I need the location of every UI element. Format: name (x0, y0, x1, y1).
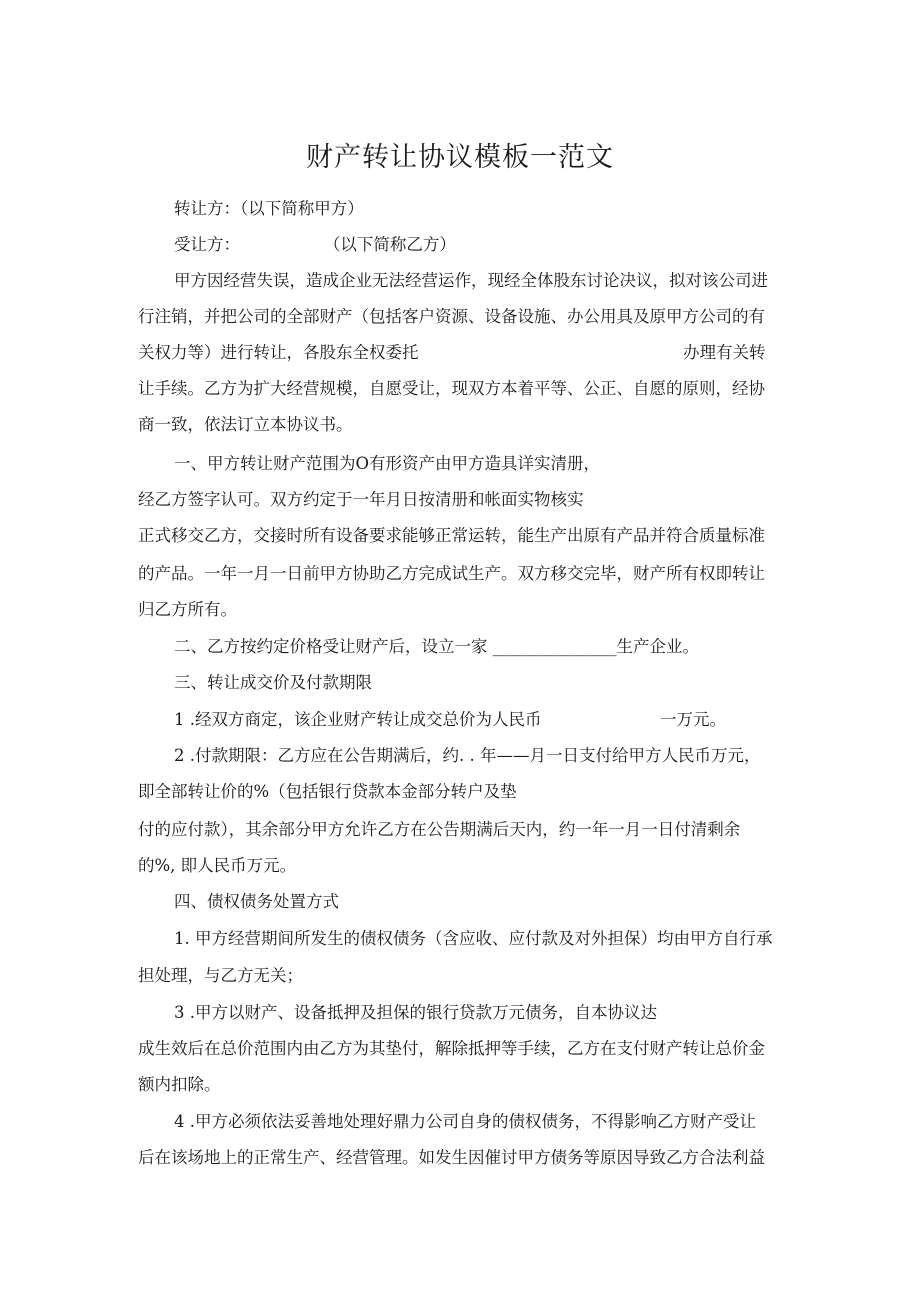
text-line: 让手续。乙方为扩大经营规模，自愿受让，现双方本着平等、公正、自愿的原则，经协 (138, 379, 765, 398)
text-line: 即全部转让价的%（包括银行贷款本金部分转户及垫 (138, 782, 517, 801)
text-line: 受让方： （以下简称乙方） (174, 235, 456, 254)
text-line: 三、转让成交价及付款期限 (174, 673, 372, 692)
text-line: 1. 甲方经营期间所发生的债权债务（含应收、应付款及对外担保）均由甲方自行承 (174, 929, 773, 948)
text-line: 办理有关转 (683, 343, 766, 362)
text-line: 关权力等）进行转让，各股东全权委托 (138, 343, 419, 362)
text-line: 甲方因经营失误，造成企业无法经营运作，现经全体股东讨论决议，拟对该公司进 (174, 271, 768, 290)
text-line: 2 .付款期限：乙方应在公告期满后，约. . 年——月一日支付给甲方人民币万元， (174, 746, 761, 765)
text-line: 归乙方所有。 (138, 600, 237, 619)
text-line: 担处理，与乙方无关； (138, 966, 303, 985)
text-line: 经乙方签字认可。双方约定于一年月日按清册和帐面实物核实 (138, 490, 584, 509)
text-line: 1 .经双方商定，该企业财产转让成交总价为人民币 (174, 710, 542, 729)
document-title: 财产转让协议模板一范文 (306, 142, 614, 173)
text-line: 3 .甲方以财产、设备抵押及担保的银行贷款万元债务，自本协议达 (174, 1003, 657, 1022)
text-line: 4 .甲方必须依法妥善地处理好鼎力公司自身的债权债务，不得影响乙方财产受让 (174, 1112, 756, 1131)
text-line: 成生效后在总价范围内由乙方为其垫付，解除抵押等手续，乙方在支付财产转让总价金 (138, 1039, 765, 1058)
text-line: 行注销，并把公司的全部财产（包括客户资源、设备设施、办公用具及原甲方公司的有 (138, 307, 765, 326)
text-line: 的%, 即人民币万元。 (138, 856, 297, 875)
text-line: 额内扣除。 (138, 1075, 221, 1094)
text-line: 付的应付款），其余部分甲方允许乙方在公告期满后天内，约一年一月一日付清剩余 (138, 820, 741, 839)
text-line: 后在该场地上的正常生产、经营管理。如发生因催讨甲方债务等原因导致乙方合法利益 (138, 1148, 765, 1167)
text-line: 的产品。一年一月一日前甲方协助乙方完成试生产。双方移交完毕，财产所有权即转让 (138, 564, 765, 583)
text-line: 四、债权债务处置方式 (174, 892, 339, 911)
text-line: 转让方：（以下简称甲方） (174, 199, 364, 218)
text-line: 二、乙方按约定价格受让财产后，设立一家 _______________生产企业。 (174, 637, 699, 656)
text-line: 一、甲方转让财产范围为O有形资产由甲方造具详实清册， (174, 454, 601, 473)
text-line: 一万元。 (660, 710, 726, 729)
text-line: 正式移交乙方，交接时所有设备要求能够正常运转，能生产出原有产品并符合质量标准 (138, 526, 765, 545)
text-line: 商一致，依法订立本协议书。 (138, 415, 353, 434)
